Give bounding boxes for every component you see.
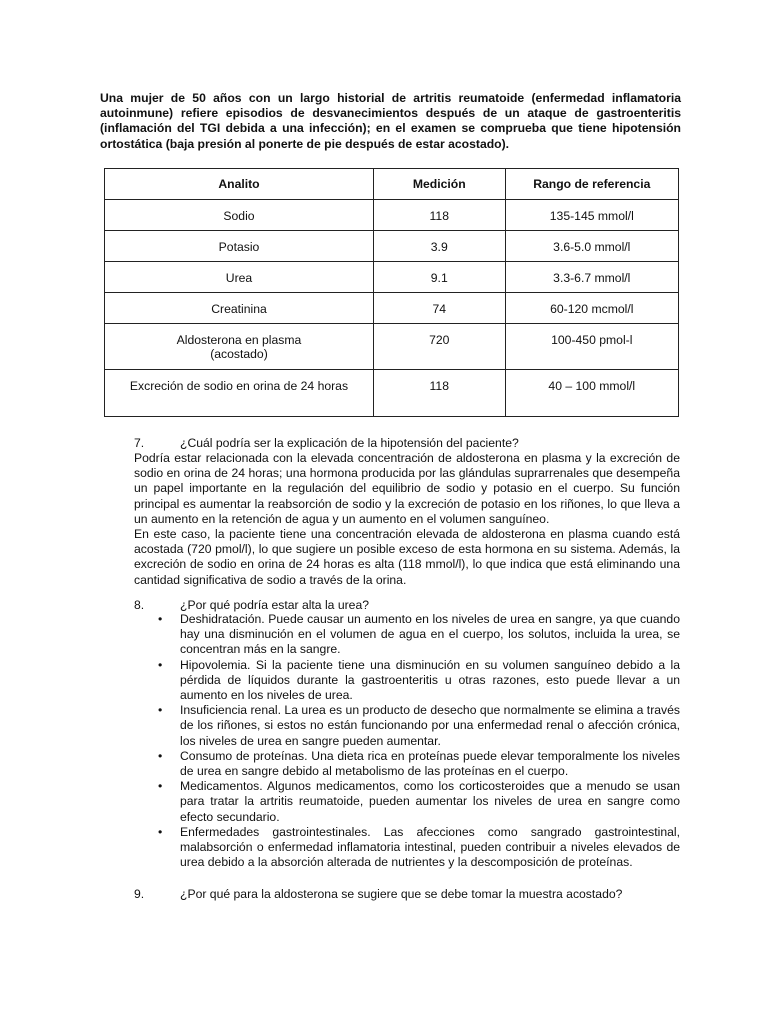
cell-analyte: Potasio	[105, 231, 374, 262]
answer-7-paragraph-1: Podría estar relacionada con la elevada concentración de aldosterona en plasma y la excreción de sodio en orina de 24 horas; una hormona producida por las glándulas suprarrenales que desempeña un papel importante en la regulación del equilibrio de sodio y potasio en el cuerpo. Su función principal es aumentar la reabsorción de sodio y la excreción de potasio en los riñones, lo que lleva a un aumento en la retención de agua y un aumento en el volumen sanguíneo.	[134, 451, 680, 526]
list-item-text: Insuficiencia renal. La urea es un producto de desecho que normalmente se elimina a través de los riñones, si estos no están funcionando por una enfermedad renal o afección crónica, los niveles de urea en sangre pueden aumentar.	[180, 703, 680, 748]
cell-range: 3.6-5.0 mmol/l	[505, 231, 678, 262]
table-header-row	[105, 169, 679, 200]
header-analyte: Analito	[105, 169, 374, 200]
question-9-text: ¿Por qué para la aldosterona se sugiere que se debe tomar la muestra acostado?	[180, 887, 623, 901]
lab-results-table	[104, 168, 679, 417]
question-8-text: ¿Por qué podría estar alta la urea?	[180, 598, 370, 612]
list-item	[134, 779, 680, 825]
list-item-text: Hipovolemia. Si la paciente tiene una disminución en su volumen sanguíneo debido a la pérdida de líquidos durante la gastroenteritis u otras razones, esto puede llevar a un aumento en los niveles de urea.	[180, 657, 680, 703]
cell-value: 74	[373, 293, 505, 324]
cell-analyte: Urea	[105, 262, 374, 293]
cell-analyte: Excreción de sodio en orina de 24 horas	[105, 370, 374, 417]
cell-range: 3.3-6.7 mmol/l	[505, 262, 678, 293]
cell-analyte	[105, 324, 374, 370]
cell-value: 3.9	[373, 231, 505, 262]
bullet-icon: •	[158, 748, 163, 763]
cell-value: 720	[373, 324, 505, 370]
cell-analyte-line1: Aldosterona en plasma	[176, 333, 302, 347]
cell-range: 135-145 mmol/l	[505, 200, 678, 231]
list-item-text: Deshidratación. Puede causar un aumento en los niveles de urea en sangre, ya que cuando hay una disminución en el volumen de agua en el cuerpo, los solutos, incluida la urea, se concentran más en la sangre.	[180, 612, 680, 657]
cell-analyte: Creatinina	[105, 293, 374, 324]
cell-range: 60-120 mcmol/l	[505, 293, 678, 324]
cell-range: 100-450 pmol-l	[505, 324, 678, 370]
cell-analyte-line2: (acostado)	[210, 347, 268, 361]
bullet-icon: •	[158, 779, 163, 794]
header-measurement: Medición	[373, 169, 505, 200]
bullet-icon: •	[158, 703, 163, 718]
bullet-icon: •	[158, 657, 163, 672]
header-reference-range: Rango de referencia	[505, 169, 678, 200]
cell-value: 118	[373, 200, 505, 231]
cell-value: 118	[373, 370, 505, 417]
list-item	[134, 825, 680, 871]
bullet-icon: •	[158, 612, 163, 626]
bullet-icon: •	[158, 824, 163, 839]
cell-value: 9.1	[373, 262, 505, 293]
question-7-answer	[134, 451, 680, 588]
list-item-text: Medicamentos. Algunos medicamentos, como los corticosteroides que a menudo se usan para tratar la artritis reumatoide, pueden aumentar los niveles de urea en sangre como efecto secundario.	[180, 779, 680, 824]
list-item	[134, 612, 680, 658]
table-row	[105, 370, 679, 417]
question-8-number: 8.	[134, 598, 145, 612]
table-row	[105, 293, 679, 324]
question-7-number: 7.	[134, 436, 145, 450]
list-item-text: Enfermedades gastrointestinales. Las afecciones como sangrado gastrointestinal, malabsorción o enfermedad inflamatoria intestinal, pueden contribuir a niveles elevados de urea debido a la absorción alterada de nutrientes y la descomposición de proteínas.	[180, 824, 680, 870]
list-item-text: Consumo de proteínas. Una dieta rica en proteínas puede elevar temporalmente los niveles de urea en sangre debido al metabolismo de las proteínas en el cuerpo.	[180, 748, 680, 779]
table-row	[105, 324, 679, 370]
list-item	[134, 749, 680, 779]
table-row	[105, 200, 679, 231]
cell-analyte: Sodio	[105, 200, 374, 231]
cell-range: 40 – 100 mmol/l	[505, 370, 678, 417]
question-9-number: 9.	[134, 887, 145, 901]
table-row	[105, 231, 679, 262]
table-row	[105, 262, 679, 293]
list-item	[134, 658, 680, 704]
case-intro: Una mujer de 50 años con un largo historial de artritis reumatoide (enfermedad inflamatoria autoinmune) refiere episodios de desvanecimientos después de un ataque de gastroenteritis (inflamación del TGI debida a una infección); en el examen se comprueba que tiene hipotensión ortostática (baja presión al ponerte de pie después de estar acostado).	[100, 91, 681, 151]
list-item	[134, 703, 680, 749]
question-7-text: ¿Cuál podría ser la explicación de la hipotensión del paciente?	[180, 436, 519, 450]
answer-7-paragraph-2: En este caso, la paciente tiene una concentración elevada de aldosterona en plasma cuando está acostada (720 pmol/l), lo que sugiere un posible exceso de esta hormona en su sistema. Además, la excreción de sodio en orina de 24 horas es alta (118 mmol/l), lo que indica que está eliminando una cantidad significativa de sodio a través de la orina.	[134, 527, 680, 587]
urea-causes-list	[134, 612, 680, 870]
